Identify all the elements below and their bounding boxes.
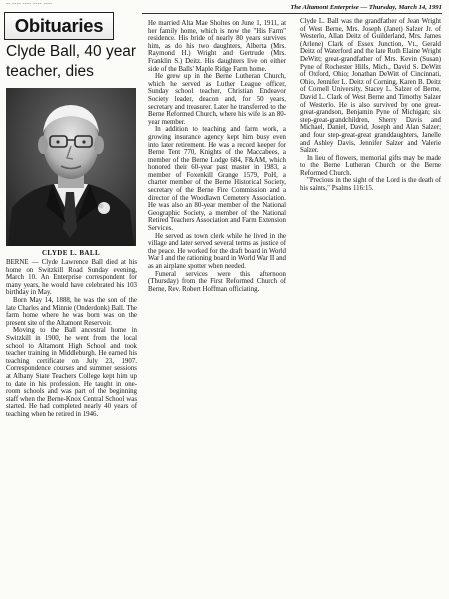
- col3-paragraph: "Precious in the sight of the Lord is the death of his saints," Psalms 116:15.: [300, 177, 441, 193]
- col1-paragraph: BERNE — Clyde Lawrence Ball died at his home on Switzkill Road Sunday evening, March 10. An Enterprise correspondent for many years, he would have celebrated his 103 birthday in May.: [6, 259, 137, 297]
- col1-paragraph: Born May 14, 1888, he was the son of the late Charles and Minnie (Onderdonk) Ball. The farm home where he was born was on the present site of the Altamont Reservoir.: [6, 296, 137, 327]
- col2-paragraph: He married Alta Mae Sholtes on June 1, 1911, at her family home, which is now the "His Farm" residence. His bride of nearly 80 years survives him, as do his two daughters, Alberta (Mrs. Raymond H.) Wright and Gertrude (Mrs. Franklin S.) Deitz. His daughters live on either side of the Balls' Maple Ridge Farm home.: [148, 20, 286, 73]
- portrait-image: [6, 88, 136, 246]
- article-column-1: [6, 259, 137, 418]
- header-rule: [142, 13, 442, 14]
- photo-caption: CLYDE L. BALL: [41, 249, 101, 257]
- article-column-2: [148, 20, 286, 293]
- article-column-3: [300, 18, 441, 193]
- col3-paragraph: In lieu of flowers, memorial gifts may be made to the Berne Lutheran Church or the Berne Reformed Church.: [300, 154, 441, 177]
- col2-paragraph: Funeral services were this afternoon (Thursday) from the First Reformed Church of Berne, Rev. Robert Hoffman officiating.: [148, 270, 286, 293]
- col3-paragraph: Clyde L. Ball was the grandfather of Jean Wright of West Berne, Mrs. Joseph (Janet) Salzer Jr. of Westerlo, Allan Deitz of Guilderland, Mrs. James (Arlene) Clark of Essex Junction, Vt., Gerald Deitz of Waterford and the late Ruth Elaine Wright DeWitt; great-grandfather of Mrs. Kevin (Susan) Pyne of Rochester Hills, Mich., David S. DeWitt of Oxford, Ohio; Jonathan DeWitt of Cincinnati, Ohio, Jennifer L. Deitz of Corning, Karen B. Deitz of Cornell University, Stacey L. Salzer of Berne, David L. Clark of West Berne and Timothy Salzer of Westerlo. He is also survived by one great-great-grandson, Benjamin Pyne of Michigan; six step-great-grandchildren, Sherry Davis and Michael, Daniel, David, Joseph and Alan Salzer; and four step-great-great granddaughters, Janelle and Ashley Davis, Jennifer Salzer and Valerie Salzer.: [300, 18, 441, 155]
- portrait-photo: [6, 88, 136, 246]
- col1-paragraph: Moving to the Ball ancestral home in Switzkill in 1900, he went from the local school to Altamont High School and took teacher training in Middleburgh. He earned his teaching certificate on July 23, 1907. Correspondence courses and summer sessions at Albany State Teachers College kept him up to date in his profession. He taught in one-room schools and was part of the beginning staff when the Berne-Knox Central School was started. He had completed nearly 40 years of teaching when he retired in 1946.: [6, 327, 137, 418]
- newspaper-header: The Altamont Enterprise — Thursday, March 14, 1991: [290, 4, 442, 11]
- col2-paragraph: He served as town clerk while he lived in the village and later served several terms as justice of the peace. He worked for the draft board in World War I and the rationing board in World War II and as an airplane spotter when needed.: [148, 232, 286, 270]
- col2-paragraph: In addition to teaching and farm work, a growing insurance agency kept him busy even into later retirement. He was a record keeper for Berne Tent 770, Knights of the Maccabees, a member of the Berne Lodge 684, F&AM, which honored their 60-year past master in 1983, a member of Foxenkill Grange 1579, PoH, a charter member of the Berne Historical Society, secretary of the Berne Fire Commission and a director of the Woodlawn Cemetery Association. He was also an 80-year member of the National Geographic Society, a member of the National Retired Teachers Association and Farm Extension Services.: [148, 126, 286, 233]
- section-title: Obituaries: [14, 15, 104, 36]
- obituaries-banner: [4, 12, 114, 40]
- headline: Clyde Ball, 40 year teacher, dies: [6, 43, 137, 80]
- col2-paragraph: He grew up in the Berne Lutheran Church, which he served as Luther League officer, Sunday school teacher, Christian Endeavor Society leader, deacon and, for 50 years, secretary and treasurer. Later he transferred to the Berne Reformed Church, where his wife is an 80-year member.: [148, 73, 286, 126]
- cut-off-top-text: -- ---- ---- ---- ----: [6, 1, 53, 5]
